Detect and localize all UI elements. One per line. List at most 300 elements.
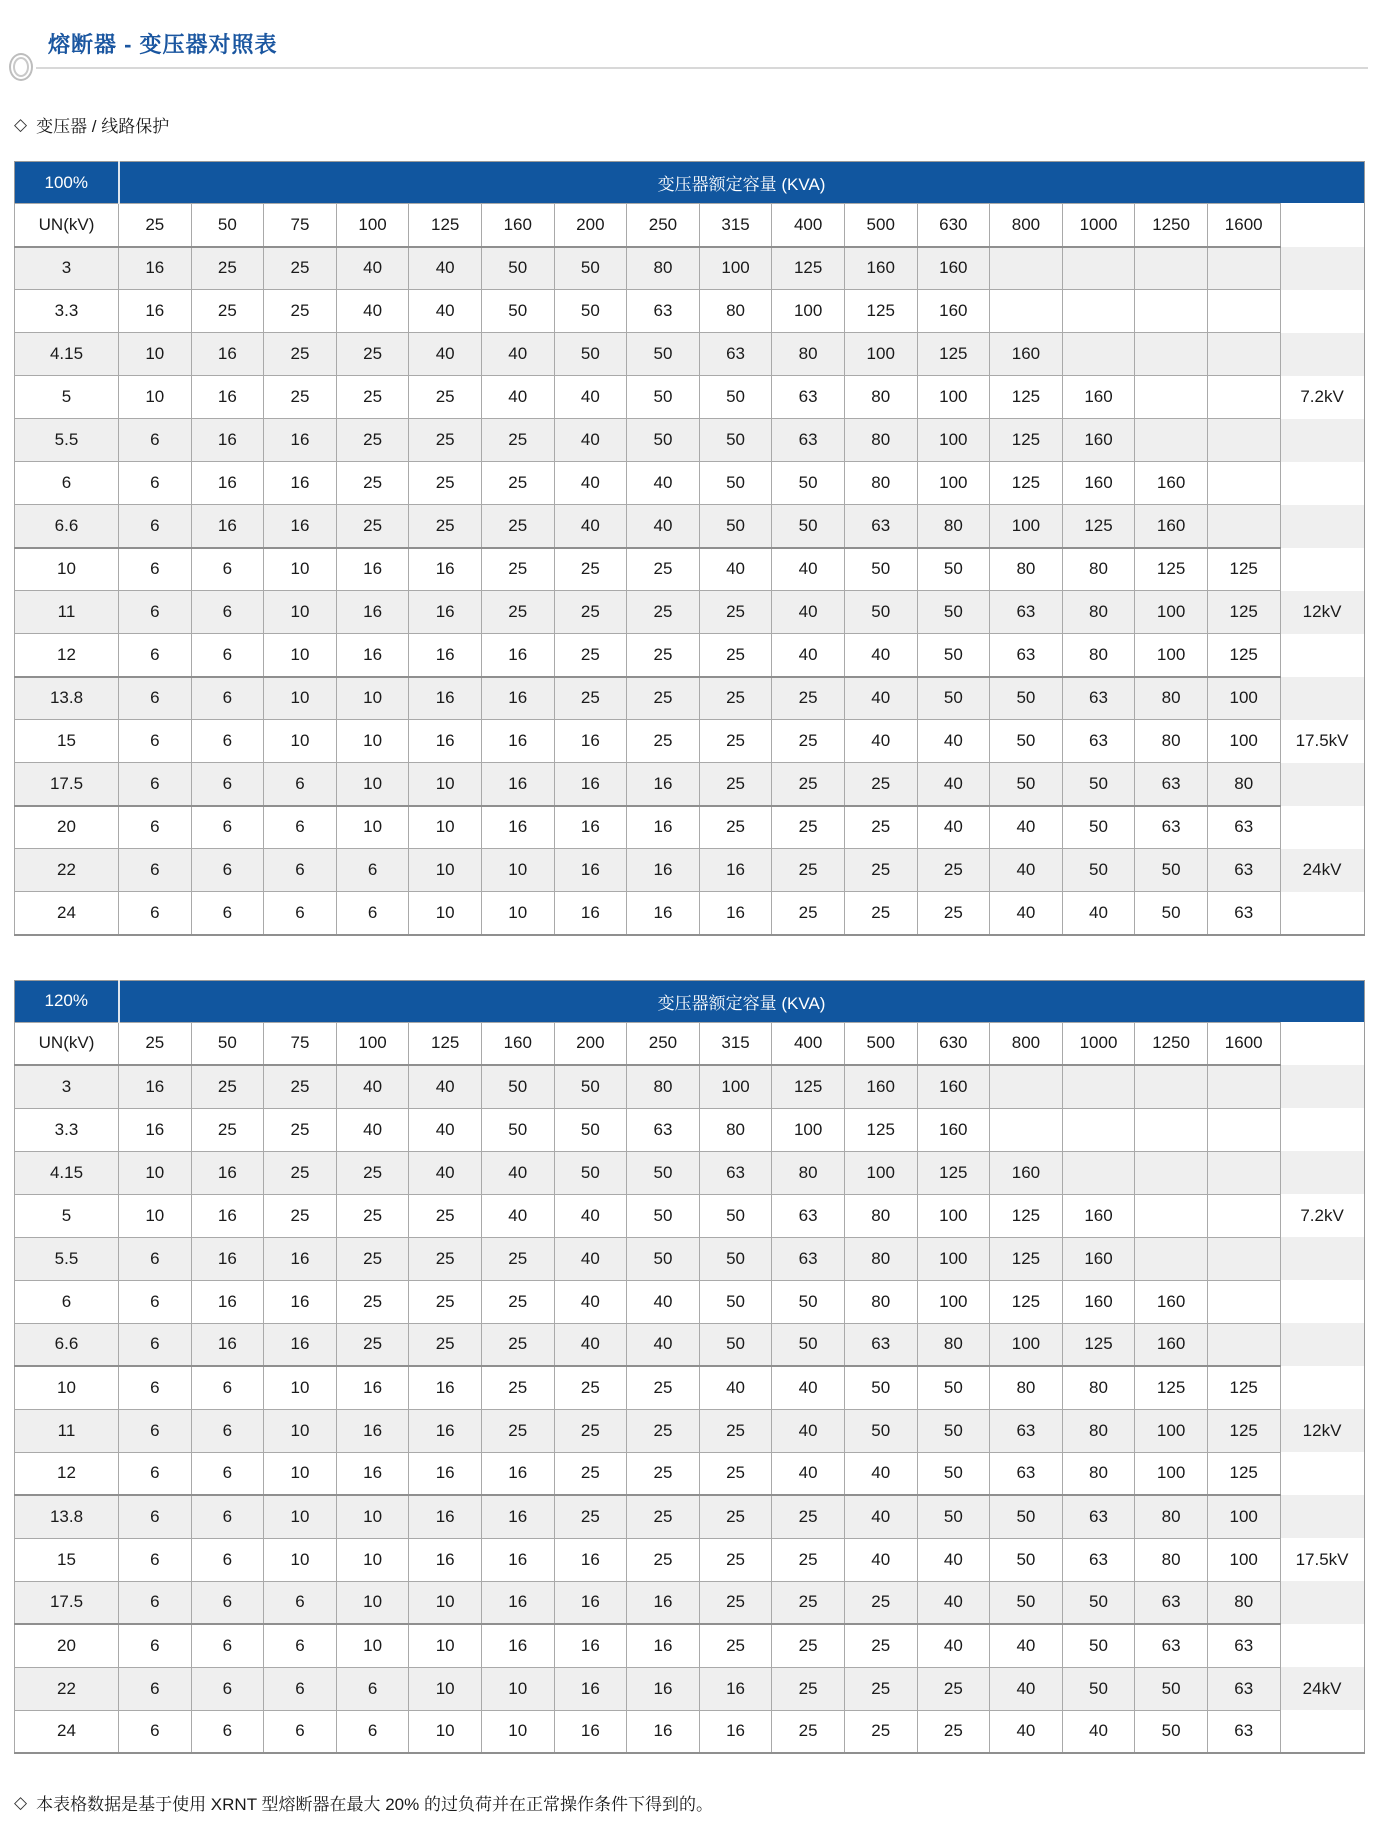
fuse-rating-cell: 25 [699,677,772,720]
fuse-rating-cell: 50 [699,376,772,419]
fuse-rating-cell: 16 [481,1538,554,1581]
table-row [15,376,1365,419]
fuse-rating-cell [1207,247,1280,290]
fuse-rating-cell: 16 [409,1409,482,1452]
table-row [15,1194,1365,1237]
fuse-rating-cell: 16 [264,1323,337,1366]
fuse-rating-cell: 16 [699,1710,772,1753]
kva-column-header: 50 [191,1022,264,1065]
voltage-group-cell [1280,1366,1364,1409]
voltage-group-cell [1280,892,1364,935]
fuse-rating-cell: 6 [119,1538,192,1581]
fuse-rating-cell [1135,1151,1208,1194]
fuse-rating-cell: 125 [990,376,1063,419]
fuse-rating-cell: 25 [409,419,482,462]
fuse-rating-cell [1062,290,1135,333]
fuse-rating-cell: 16 [264,462,337,505]
fuse-rating-cell: 16 [481,634,554,677]
fuse-rating-cell: 25 [772,677,845,720]
fuse-rating-cell: 160 [1135,1323,1208,1366]
fuse-rating-cell: 40 [844,634,917,677]
kva-column-header: 500 [844,1022,917,1065]
fuse-rating-cell: 25 [554,1409,627,1452]
fuse-rating-cell: 63 [1062,677,1135,720]
fuse-rating-cell: 25 [772,1581,845,1624]
fuse-rating-cell [1135,333,1208,376]
fuse-rating-cell: 160 [1062,1237,1135,1280]
fuse-rating-cell: 50 [627,376,700,419]
kva-column-header: 1000 [1062,1022,1135,1065]
page-header [0,0,1373,112]
fuse-rating-cell: 10 [481,1667,554,1710]
fuse-rating-cell: 16 [191,1151,264,1194]
fuse-rating-cell: 63 [699,333,772,376]
section-subtitle-label: 变压器 / 线路保护 [36,117,170,136]
table-row [15,1495,1365,1538]
fuse-rating-cell: 6 [191,1624,264,1667]
fuse-rating-cell [1207,1108,1280,1151]
voltage-group-header-spacer [1280,204,1364,247]
fuse-rating-cell: 63 [1207,1624,1280,1667]
fuse-rating-cell: 25 [336,1237,409,1280]
un-kv-cell: 3.3 [15,1108,119,1151]
table-row [15,1065,1365,1108]
fuse-rating-cell: 80 [699,290,772,333]
kva-column-header: 1250 [1135,204,1208,247]
fuse-rating-cell: 16 [409,1495,482,1538]
fuse-rating-cell: 40 [844,720,917,763]
fuse-rating-cell: 16 [264,1280,337,1323]
fuse-rating-cell: 16 [699,849,772,892]
fuse-rating-cell: 50 [627,1194,700,1237]
fuse-rating-cell: 40 [772,634,845,677]
fuse-rating-cell: 160 [1135,462,1208,505]
fuse-rating-cell: 160 [917,1065,990,1108]
un-kv-cell: 5.5 [15,1237,119,1280]
fuse-rating-cell: 6 [191,720,264,763]
fuse-rating-cell: 6 [119,806,192,849]
fuse-rating-cell: 50 [844,1366,917,1409]
fuse-rating-cell: 63 [772,1194,845,1237]
fuse-rating-cell: 6 [191,892,264,935]
fuse-rating-cell: 50 [1062,1624,1135,1667]
table-row [15,462,1365,505]
fuse-rating-cell: 40 [409,1065,482,1108]
fuse-rating-cell: 40 [1062,892,1135,935]
fuse-rating-cell: 40 [409,333,482,376]
fuse-rating-cell: 50 [990,1581,1063,1624]
fuse-rating-cell: 10 [264,1538,337,1581]
fuse-rating-cell: 25 [844,806,917,849]
fuse-rating-cell: 25 [554,1366,627,1409]
fuse-rating-cell: 16 [554,849,627,892]
fuse-rating-cell: 6 [119,1237,192,1280]
fuse-rating-cell: 25 [772,1624,845,1667]
fuse-rating-cell: 125 [990,419,1063,462]
fuse-rating-cell: 6 [264,1581,337,1624]
fuse-rating-cell: 40 [627,505,700,548]
fuse-rating-cell: 50 [554,247,627,290]
fuse-rating-cell: 6 [191,849,264,892]
fuse-rating-cell: 25 [917,892,990,935]
kva-column-header: 125 [409,204,482,247]
un-kv-cell: 15 [15,1538,119,1581]
fuse-rating-cell: 6 [191,634,264,677]
fuse-transformer-table-120 [14,980,1365,1755]
fuse-rating-cell: 63 [1062,1495,1135,1538]
fuse-rating-cell: 25 [264,247,337,290]
section-subtitle [14,112,1373,137]
fuse-rating-cell: 50 [990,677,1063,720]
fuse-rating-cell: 16 [191,1194,264,1237]
fuse-rating-cell: 16 [481,806,554,849]
fuse-rating-cell: 6 [264,1710,337,1753]
fuse-rating-cell: 25 [699,591,772,634]
fuse-rating-cell: 50 [627,1151,700,1194]
fuse-rating-cell: 16 [481,1624,554,1667]
voltage-group-cell [1280,1452,1364,1495]
fuse-rating-cell: 25 [772,1710,845,1753]
fuse-rating-cell [1062,333,1135,376]
un-kv-cell: 6.6 [15,1323,119,1366]
fuse-rating-cell: 40 [844,677,917,720]
fuse-rating-cell: 25 [336,333,409,376]
fuse-rating-cell: 50 [844,548,917,591]
fuse-rating-cell: 50 [844,591,917,634]
fuse-rating-cell: 50 [917,634,990,677]
fuse-rating-cell: 125 [917,333,990,376]
un-kv-cell: 12 [15,634,119,677]
fuse-rating-cell: 25 [481,548,554,591]
fuse-rating-cell: 125 [1207,548,1280,591]
fuse-rating-cell: 25 [699,1624,772,1667]
fuse-rating-cell: 50 [772,1323,845,1366]
tables-container [0,161,1373,1754]
fuse-rating-cell: 16 [554,1624,627,1667]
table-header-row [15,980,1365,1022]
fuse-rating-cell: 160 [1062,376,1135,419]
table-row [15,1624,1365,1667]
fuse-rating-cell: 25 [336,462,409,505]
fuse-rating-cell: 50 [917,1409,990,1452]
fuse-rating-cell: 160 [990,333,1063,376]
table-row [15,419,1365,462]
fuse-rating-cell: 10 [264,1452,337,1495]
fuse-rating-cell: 16 [191,333,264,376]
fuse-rating-cell [1207,1237,1280,1280]
fuse-rating-cell: 63 [1207,1667,1280,1710]
fuse-rating-cell: 63 [844,1323,917,1366]
fuse-rating-cell: 125 [1207,1452,1280,1495]
fuse-rating-cell: 40 [554,462,627,505]
fuse-rating-cell: 63 [844,505,917,548]
fuse-rating-cell: 16 [409,591,482,634]
fuse-rating-cell: 50 [1062,806,1135,849]
table-row [15,247,1365,290]
fuse-rating-cell: 6 [119,1409,192,1452]
voltage-group-cell [1280,634,1364,677]
voltage-group-cell [1280,333,1364,376]
fuse-rating-cell: 16 [336,591,409,634]
fuse-rating-cell: 50 [1062,849,1135,892]
un-kv-cell: 5.5 [15,419,119,462]
fuse-rating-cell: 25 [554,548,627,591]
fuse-rating-cell: 6 [264,849,337,892]
fuse-rating-cell: 25 [772,763,845,806]
fuse-rating-cell: 40 [554,505,627,548]
fuse-rating-cell: 125 [772,1065,845,1108]
un-kv-cell: 20 [15,806,119,849]
un-kv-cell: 11 [15,591,119,634]
fuse-rating-cell: 16 [481,1581,554,1624]
fuse-rating-cell: 10 [481,1710,554,1753]
fuse-rating-cell: 25 [264,1065,337,1108]
fuse-rating-cell: 10 [409,806,482,849]
fuse-rating-cell: 10 [336,806,409,849]
fuse-rating-cell: 16 [409,1538,482,1581]
fuse-rating-cell: 6 [191,1366,264,1409]
fuse-rating-cell: 40 [699,548,772,591]
fuse-rating-cell: 16 [264,505,337,548]
fuse-rating-cell: 50 [990,1495,1063,1538]
fuse-rating-cell: 25 [772,1495,845,1538]
fuse-rating-cell: 50 [1135,892,1208,935]
fuse-rating-cell: 25 [336,1323,409,1366]
fuse-rating-cell: 80 [1062,1452,1135,1495]
voltage-group-cell [1280,462,1364,505]
fuse-rating-cell [1135,1194,1208,1237]
un-kv-cell: 6.6 [15,505,119,548]
kva-column-header: 800 [990,204,1063,247]
fuse-rating-cell: 16 [191,1323,264,1366]
fuse-rating-cell: 10 [336,1538,409,1581]
capacity-header: 变压器额定容量 (KVA) [119,162,1365,204]
fuse-rating-cell: 125 [1062,505,1135,548]
fuse-rating-cell: 40 [699,1366,772,1409]
fuse-rating-cell: 25 [336,1280,409,1323]
fuse-rating-cell: 63 [772,376,845,419]
fuse-rating-cell: 6 [119,462,192,505]
fuse-rating-cell [1135,1065,1208,1108]
fuse-rating-cell: 16 [409,677,482,720]
fuse-rating-cell: 125 [844,290,917,333]
voltage-group-cell [1280,1624,1364,1667]
fuse-rating-cell: 16 [554,1538,627,1581]
fuse-rating-cell: 25 [481,1366,554,1409]
fuse-rating-cell: 40 [917,1624,990,1667]
fuse-rating-cell: 25 [264,333,337,376]
fuse-rating-cell [990,290,1063,333]
column-header-row [15,204,1365,247]
fuse-rating-cell [1135,1108,1208,1151]
fuse-rating-cell: 25 [699,720,772,763]
kva-column-header: 630 [917,204,990,247]
table-row [15,1409,1365,1452]
fuse-rating-cell: 160 [990,1151,1063,1194]
fuse-rating-cell: 125 [990,1237,1063,1280]
fuse-rating-cell: 16 [336,1366,409,1409]
kva-column-header: 200 [554,204,627,247]
fuse-rating-cell: 25 [409,462,482,505]
voltage-group-label: 12kV [1280,1409,1364,1452]
fuse-rating-cell: 100 [917,1237,990,1280]
fuse-rating-cell: 25 [627,548,700,591]
fuse-rating-cell: 10 [336,1624,409,1667]
fuse-rating-cell: 16 [554,1581,627,1624]
fuse-rating-cell: 25 [844,1667,917,1710]
table-header-row [15,162,1365,204]
kva-column-header: 315 [699,1022,772,1065]
fuse-rating-cell: 25 [481,505,554,548]
fuse-rating-cell: 6 [191,1538,264,1581]
fuse-rating-cell: 10 [409,1624,482,1667]
fuse-rating-cell: 10 [119,376,192,419]
fuse-rating-cell: 40 [554,1323,627,1366]
fuse-rating-cell: 25 [554,1452,627,1495]
fuse-rating-cell: 100 [1135,1409,1208,1452]
fuse-rating-cell: 50 [554,1108,627,1151]
fuse-rating-cell: 40 [990,849,1063,892]
fuse-rating-cell: 25 [772,806,845,849]
fuse-rating-cell: 10 [409,1710,482,1753]
fuse-rating-cell: 10 [409,1581,482,1624]
fuse-rating-cell: 40 [481,1151,554,1194]
fuse-rating-cell: 25 [554,591,627,634]
percent-badge: 120% [15,980,119,1022]
fuse-rating-cell: 25 [917,1667,990,1710]
fuse-rating-cell: 25 [191,1065,264,1108]
fuse-rating-cell: 63 [990,1452,1063,1495]
fuse-rating-cell: 16 [336,634,409,677]
fuse-rating-cell: 25 [917,849,990,892]
fuse-rating-cell: 50 [554,333,627,376]
fuse-rating-cell: 80 [699,1108,772,1151]
fuse-rating-cell: 50 [481,290,554,333]
fuse-rating-cell: 16 [481,763,554,806]
fuse-rating-cell: 125 [844,1108,917,1151]
fuse-rating-cell: 6 [119,1280,192,1323]
fuse-rating-cell: 80 [1062,1366,1135,1409]
fuse-rating-cell: 100 [772,1108,845,1151]
fuse-rating-cell: 10 [119,1194,192,1237]
voltage-group-label: 17.5kV [1280,1538,1364,1581]
fuse-rating-cell: 16 [191,376,264,419]
fuse-rating-cell: 100 [844,333,917,376]
fuse-rating-cell: 40 [772,548,845,591]
fuse-rating-cell: 80 [1062,634,1135,677]
voltage-group-cell [1280,548,1364,591]
un-kv-cell: 24 [15,1710,119,1753]
fuse-rating-cell: 63 [627,1108,700,1151]
fuse-rating-cell: 10 [264,548,337,591]
fuse-rating-cell: 16 [191,462,264,505]
fuse-rating-cell: 40 [990,892,1063,935]
fuse-rating-cell: 80 [844,462,917,505]
fuse-rating-cell: 16 [554,806,627,849]
fuse-rating-cell: 50 [772,462,845,505]
fuse-rating-cell: 25 [844,892,917,935]
fuse-rating-cell: 6 [191,1495,264,1538]
voltage-group-cell [1280,1108,1364,1151]
diamond-icon: ◇ [14,114,28,134]
fuse-rating-cell: 25 [336,1194,409,1237]
fuse-rating-cell: 63 [1135,763,1208,806]
fuse-rating-cell: 100 [990,1323,1063,1366]
kva-column-header: 100 [336,1022,409,1065]
table-row [15,591,1365,634]
fuse-rating-cell: 40 [627,1280,700,1323]
fuse-rating-cell: 25 [336,1151,409,1194]
fuse-rating-cell: 6 [191,806,264,849]
fuse-rating-cell: 125 [1207,591,1280,634]
voltage-group-cell [1280,1065,1364,1108]
table-row [15,634,1365,677]
fuse-rating-cell: 100 [917,1194,990,1237]
fuse-rating-cell: 40 [481,376,554,419]
fuse-rating-cell: 16 [554,720,627,763]
fuse-rating-cell: 40 [409,290,482,333]
fuse-rating-cell: 10 [481,892,554,935]
fuse-rating-cell: 80 [1135,677,1208,720]
table-row [15,806,1365,849]
fuse-rating-cell: 25 [627,1452,700,1495]
fuse-rating-cell: 50 [699,462,772,505]
fuse-rating-cell: 25 [409,1323,482,1366]
kva-column-header: 315 [699,204,772,247]
fuse-rating-cell: 40 [554,1280,627,1323]
fuse-rating-cell: 25 [409,376,482,419]
fuse-rating-cell: 25 [409,1280,482,1323]
fuse-rating-cell: 25 [772,720,845,763]
fuse-rating-cell: 160 [1062,462,1135,505]
fuse-rating-cell: 125 [1135,548,1208,591]
un-kv-cell: 13.8 [15,1495,119,1538]
fuse-rating-cell: 100 [844,1151,917,1194]
fuse-rating-cell: 80 [844,419,917,462]
fuse-rating-cell [1062,247,1135,290]
fuse-rating-cell: 25 [772,1538,845,1581]
kva-column-header: 200 [554,1022,627,1065]
fuse-rating-cell: 40 [772,1452,845,1495]
fuse-rating-cell: 160 [1062,1280,1135,1323]
fuse-rating-cell: 6 [119,548,192,591]
fuse-rating-cell: 16 [627,892,700,935]
fuse-rating-cell: 100 [699,247,772,290]
fuse-rating-cell: 40 [917,1538,990,1581]
fuse-rating-cell: 25 [627,591,700,634]
fuse-rating-cell: 6 [119,1581,192,1624]
fuse-rating-cell [1135,376,1208,419]
fuse-rating-cell: 40 [1062,1710,1135,1753]
table-row [15,1366,1365,1409]
fuse-rating-cell: 16 [409,1366,482,1409]
table-row [15,1108,1365,1151]
fuse-rating-cell: 25 [481,419,554,462]
fuse-rating-cell: 16 [481,1452,554,1495]
fuse-rating-cell: 40 [772,1409,845,1452]
fuse-rating-cell: 16 [627,1667,700,1710]
fuse-rating-cell: 40 [481,333,554,376]
fuse-rating-cell: 25 [481,462,554,505]
fuse-rating-cell [990,1108,1063,1151]
fuse-rating-cell: 6 [191,1452,264,1495]
fuse-rating-cell: 63 [772,1237,845,1280]
fuse-rating-cell: 50 [772,505,845,548]
fuse-rating-cell: 100 [1207,1495,1280,1538]
fuse-rating-cell: 63 [772,419,845,462]
fuse-rating-cell: 25 [844,763,917,806]
fuse-rating-cell: 80 [844,1237,917,1280]
